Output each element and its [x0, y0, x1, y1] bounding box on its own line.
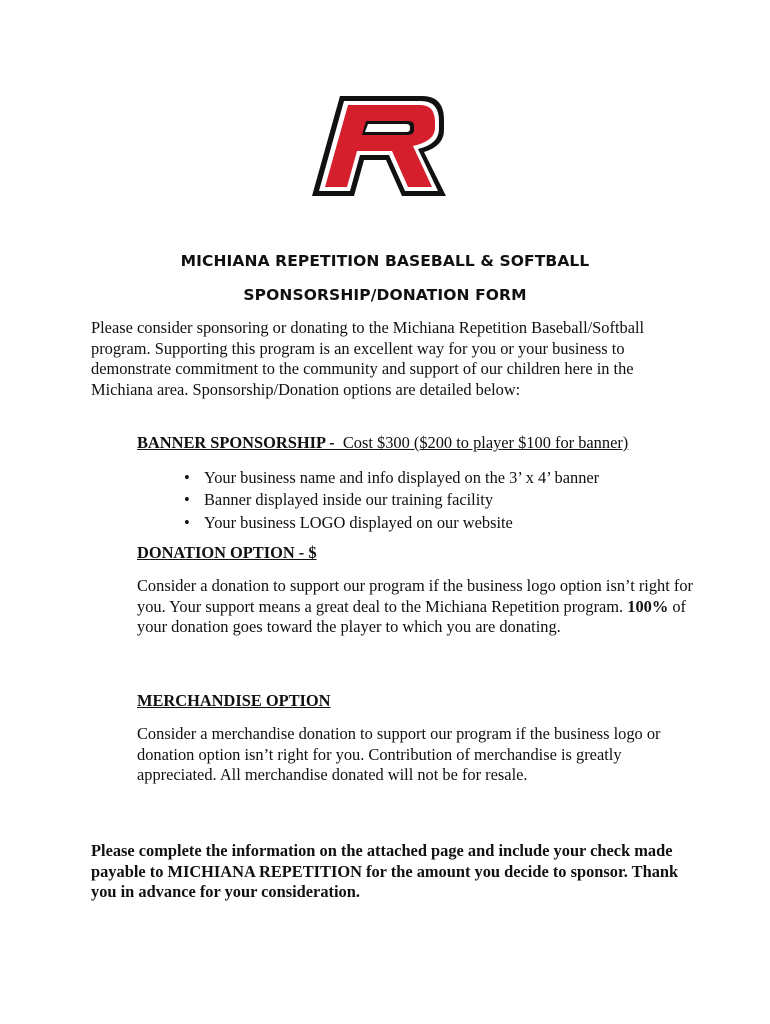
banner-cost: Cost $300 ($200 to player $100 for banner)	[342, 433, 629, 452]
banner-benefits-list	[137, 467, 599, 534]
banner-heading-label: BANNER SPONSORSHIP -	[137, 433, 335, 452]
bullet-text: Your business LOGO displayed on our website	[204, 512, 513, 532]
intro-paragraph: Please consider sponsoring or donating to the Michiana Repetition Baseball/Softball program. Supporting this program is an excellent way for you or your business to demonstrate commitment to the community and support of our children here in the Michiana area. Sponsorship/Donation options are detailed below:	[91, 318, 645, 400]
bullet-text: Your business name and info displayed on the 3’ x 4’ banner	[204, 468, 600, 487]
form-title-line-1: MICHIANA REPETITION BASEBALL & SOFTBALL	[180, 252, 590, 270]
list-item	[137, 467, 599, 489]
bullet-icon: •	[184, 490, 190, 510]
bullet-icon: •	[184, 512, 190, 532]
banner-sponsorship-heading	[137, 433, 628, 453]
r-logo-icon	[310, 94, 448, 198]
bullet-icon: •	[184, 468, 190, 487]
donation-option-heading: DONATION OPTION - $	[137, 543, 317, 562]
merchandise-option-heading: MERCHANDISE OPTION	[137, 691, 331, 710]
donation-paragraph	[137, 576, 697, 638]
bullet-text: Banner displayed inside our training facility	[204, 490, 494, 510]
donation-text-a: Consider a donation to support our program if the business logo option isn’t right for you. Your support means a great deal to the Michiana Repetition program.	[137, 576, 694, 616]
donation-highlight: 100%	[627, 596, 669, 616]
list-item	[137, 512, 599, 534]
donation-text-b: of your donation goes toward the player to which you are donating.	[137, 596, 686, 637]
closing-paragraph: Please complete the information on the attached page and include your check made payable to MICHIANA REPETITION for the amount you decide to sponsor. Thank you in advance for your consideration.	[91, 841, 679, 902]
form-title-line-2: SPONSORSHIP/DONATION FORM	[243, 286, 527, 304]
merchandise-paragraph: Consider a merchandise donation to support our program if the business logo or donation option isn’t right for you. Contribution of merchandise is greatly appreciated. All merchandise donated will not be for resale.	[137, 724, 661, 785]
list-item	[137, 489, 599, 511]
